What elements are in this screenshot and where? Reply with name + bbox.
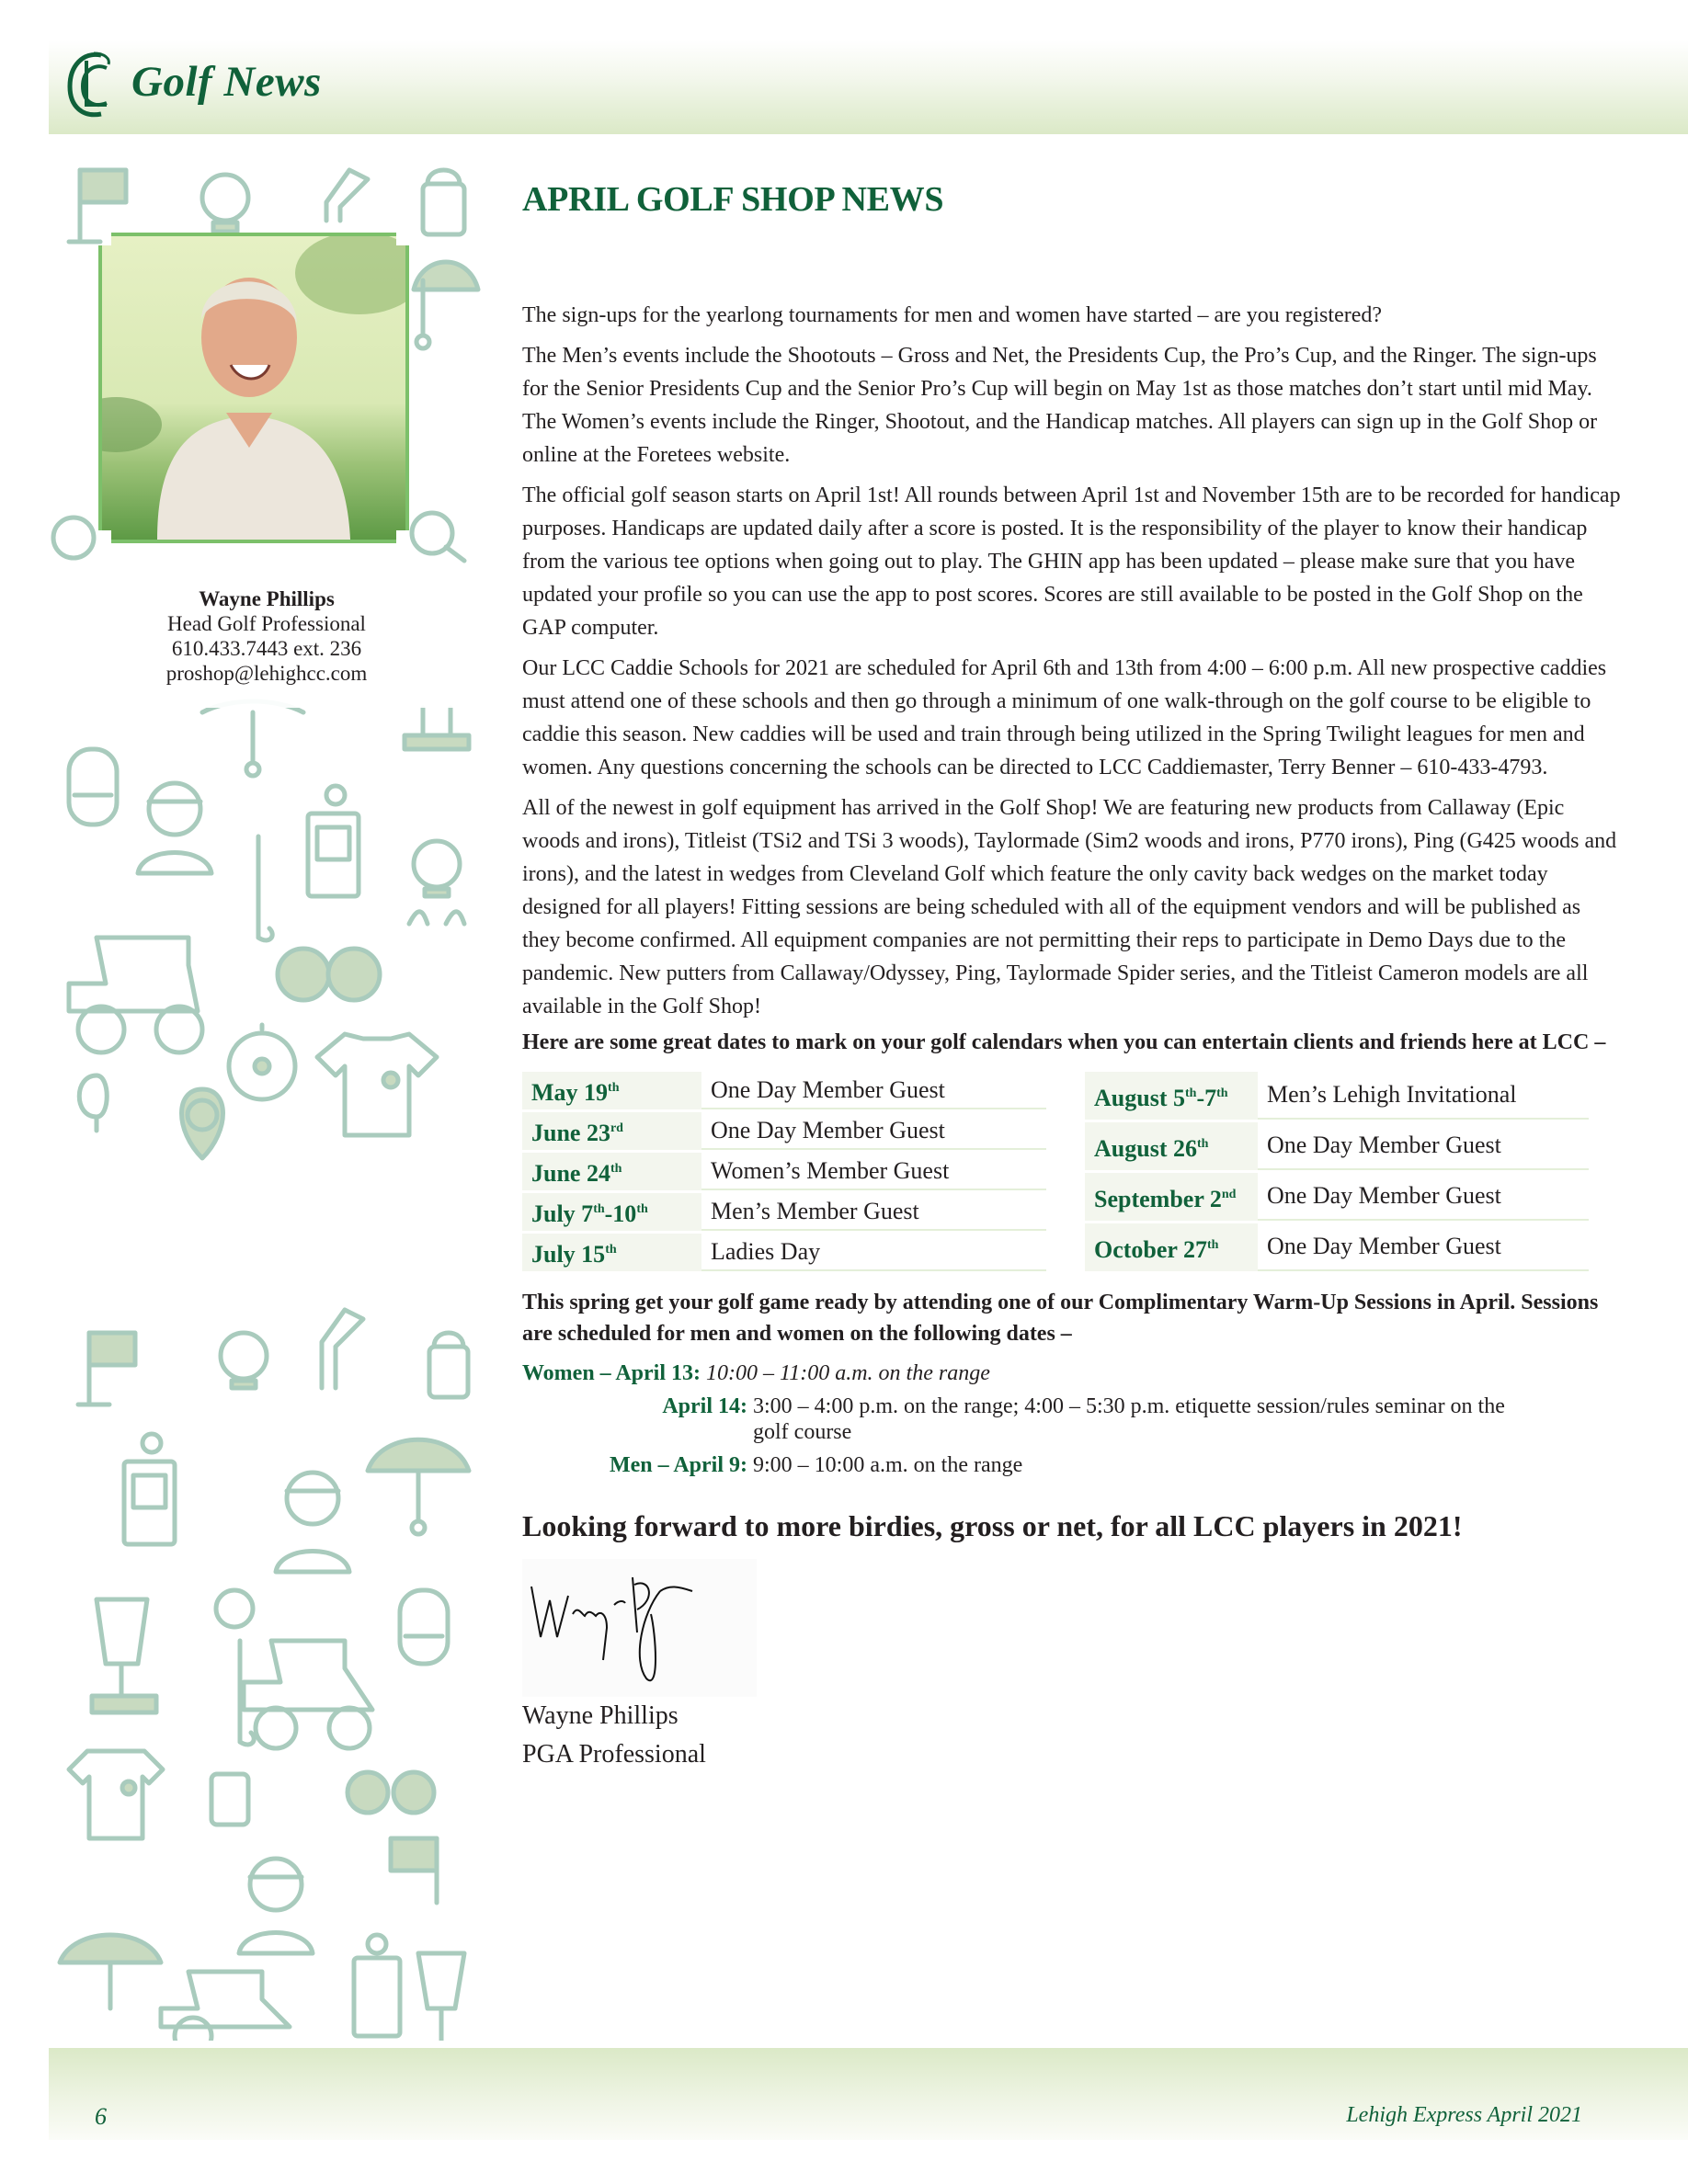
event-row	[522, 1112, 1046, 1150]
event-name: One Day Member Guest	[701, 1072, 1046, 1109]
trophy-base-icon	[405, 708, 469, 749]
event-date-text: July 15	[531, 1241, 606, 1268]
polo-shirt-icon	[317, 1034, 437, 1135]
event-date-suffix: th	[1207, 1237, 1219, 1252]
event-date-suffix: rd	[610, 1121, 623, 1135]
event-name: One Day Member Guest	[1258, 1122, 1589, 1170]
event-date	[522, 1072, 701, 1109]
signature-image	[522, 1559, 757, 1697]
profile-email[interactable]: proshop@lehighcc.com	[165, 662, 368, 685]
polo-shirt-icon	[69, 1751, 163, 1838]
binoculars-icon	[278, 949, 380, 1000]
driver-head-icon	[79, 1075, 107, 1131]
umbrella-icon	[368, 1439, 469, 1534]
session-row	[522, 1390, 1621, 1445]
golf-ball-tee-icon	[221, 1333, 267, 1388]
golf-bag-icon	[354, 1935, 400, 2036]
event-row	[522, 1072, 1046, 1109]
golf-ball-tee-icon	[202, 175, 248, 232]
event-date-suffix: th	[608, 1081, 620, 1095]
putter-icon	[258, 836, 272, 940]
trophy-icon	[418, 1953, 464, 2041]
event-date-text: August 26	[1094, 1134, 1197, 1162]
location-pin-icon	[182, 1089, 223, 1158]
event-date-text: August 5	[1094, 1084, 1185, 1111]
event-name: Men’s Lehigh Invitational	[1258, 1072, 1589, 1120]
event-row	[1085, 1173, 1589, 1221]
golf-bag-icon	[308, 786, 359, 896]
golf-cart-icon	[244, 1641, 372, 1748]
event-date-end: -7	[1196, 1084, 1217, 1111]
event-date	[522, 1234, 701, 1271]
golf-ball-magnifier-icon	[412, 513, 464, 561]
event-date-end-suffix: th	[1216, 1086, 1228, 1100]
article-paragraph: The Men’s events include the Shootouts – Gross and Net, the Presidents Cup, the Pro’s Cup, and the Ringer. The sign-ups for the Senior Presidents Cup and the Senior Pro’s Cup will begin on May 1st as those matches don’t start until mid May. The Women’s events include the Ringer, Shootout, and the Handicap matches. All players can sign up in the Golf Shop or online at the Foretees website.	[522, 344, 1598, 467]
dates-intro: Here are some great dates to mark on your golf calendars when you can entertain clients and friends here at LCC –	[522, 1030, 1606, 1054]
events-section	[522, 1069, 1621, 1274]
brand-title: Golf News	[131, 58, 322, 106]
event-date-end: -10	[604, 1200, 637, 1227]
session-label: Women – April 13:	[522, 1361, 701, 1385]
lcc-logo-icon	[64, 48, 116, 121]
cap-icon	[69, 749, 117, 825]
event-date-text: July 7	[531, 1200, 594, 1227]
flag-icon	[69, 170, 126, 242]
event-row	[1085, 1072, 1589, 1120]
article-paragraph: All of the newest in golf equipment has arrived in the Golf Shop! We are featuring new products from Callaway (Epic woods and irons), Titleist (TSi2 and TSi 3 woods), Taylormade (Sim2 woods and irons, P770 irons), Ping (G425 woods and irons), and the latest in wedges from Cleveland Golf which feature the only cavity back wedges on the market today designed for all players! Fitting sessions are being scheduled with all of the equipment vendors and will be published as they become confirmed. All equipment companies are not permitting their reps to participate in Demo Days due to the pandemic. New putters from Callaway/Odyssey, Ping, Taylormade Spider series, and the Titleist Cameron models are all available in the Golf Shop!	[522, 796, 1617, 1018]
event-date-text: September 2	[1094, 1185, 1222, 1212]
profile-role: Head Golf Professional	[167, 612, 366, 635]
water-bottle-icon	[429, 1333, 468, 1397]
flag-icon	[78, 1333, 135, 1405]
golf-club-icon	[326, 170, 368, 221]
event-date-suffix: th	[1196, 1136, 1209, 1151]
event-date	[1085, 1072, 1258, 1120]
event-date	[522, 1112, 701, 1150]
stopwatch-icon	[229, 1025, 295, 1099]
umbrella-icon	[414, 262, 478, 348]
events-table-left	[522, 1069, 1046, 1274]
binoculars-icon	[348, 1772, 434, 1813]
event-name: One Day Member Guest	[1258, 1173, 1589, 1221]
profile-name: Wayne Phillips	[199, 587, 335, 610]
event-date-end-suffix: th	[636, 1202, 648, 1216]
event-date	[522, 1193, 701, 1231]
event-date-suffix: nd	[1221, 1187, 1237, 1201]
page-number: 6	[95, 2103, 107, 2130]
trophy-icon	[92, 1599, 156, 1712]
event-date-suffix: th	[610, 1162, 622, 1176]
session-value: 3:00 – 4:00 p.m. on the range; 4:00 – 5:30 p.m. etiquette session/rules seminar on the golf course	[753, 1394, 1505, 1444]
golf-club-icon	[322, 1310, 363, 1388]
sessions-intro: This spring get your golf game ready by attending one of our Complimentary Warm-Up Sessions in April. Sessions are scheduled for men and women on the following dates –	[522, 1291, 1599, 1346]
sign-title: PGA Professional	[522, 1740, 706, 1769]
event-row	[522, 1234, 1046, 1271]
profile-photo	[102, 236, 405, 540]
event-name: One Day Member Guest	[701, 1112, 1046, 1150]
event-date	[1085, 1173, 1258, 1221]
session-row	[522, 1449, 1621, 1482]
event-date-text: June 23	[531, 1120, 610, 1146]
profile-caption	[55, 581, 478, 708]
event-date-suffix: th	[605, 1243, 617, 1257]
event-date-text: June 24	[531, 1160, 610, 1187]
profile-phone: 610.433.7443 ext. 236	[171, 637, 362, 660]
session-value: 10:00 – 11:00 a.m. on the range	[706, 1361, 990, 1385]
golf-cart-icon	[69, 938, 202, 1052]
event-name: One Day Member Guest	[1258, 1223, 1589, 1271]
umbrella-icon	[202, 701, 303, 776]
event-name: Ladies Day	[701, 1234, 1046, 1271]
event-date-text: May 19	[531, 1079, 609, 1106]
event-name: Women’s Member Guest	[701, 1153, 1046, 1190]
events-table-right	[1085, 1069, 1589, 1274]
event-name: Men’s Member Guest	[701, 1193, 1046, 1231]
binoculars-icon	[53, 518, 94, 558]
profile-photo-frame	[98, 233, 409, 543]
article-paragraph: The official golf season starts on April 1st! All rounds between April 1st and November 15th are to be recorded for handicap purposes. Handicaps are updated daily after a score is posted. It is the responsibility of the player to know their handicap from the various tee options when going out to play. The GHIN app has been updated – please make sure that you have updated your profile so you can use the app to post scores. Scores are still available to be posted in the Golf Shop on the GAP computer.	[522, 483, 1621, 640]
flag-icon	[391, 1838, 437, 1903]
article-paragraph: Our LCC Caddie Schools for 2021 are scheduled for April 6th and 13th from 4:00 – 6:00 p.m. All new prospective caddies must attend one of these schools and then go through a minimum of one walk-through on the golf course to be eligible to caddie this season. New caddies will be used and train through being utilized in the Spring Twilight leagues for men and women. Any questions concerning the schools can be directed to LCC Caddiemaster, Terry Benner – 610-433-4793.	[522, 656, 1607, 779]
golfer-icon	[239, 1859, 313, 1953]
water-bottle-icon	[211, 1774, 248, 1825]
golf-cart-icon	[161, 1972, 290, 2041]
water-bottle-icon	[423, 170, 464, 234]
event-row	[522, 1193, 1046, 1231]
event-date-suffix: th	[593, 1202, 605, 1216]
sessions-list	[522, 1357, 1621, 1482]
event-date-text: October 27	[1094, 1235, 1207, 1263]
article-title: APRIL GOLF SHOP NEWS	[522, 180, 944, 219]
sign-name: Wayne Phillips	[522, 1701, 679, 1730]
session-value: 9:00 – 10:00 a.m. on the range	[753, 1453, 1023, 1477]
umbrella-icon	[60, 1935, 161, 2008]
golfer-icon	[138, 783, 211, 873]
golfer-icon	[276, 1473, 349, 1572]
event-row	[1085, 1223, 1589, 1271]
golf-ball-icon	[216, 1590, 253, 1627]
publication-name: Lehigh Express April 2021	[1346, 2103, 1582, 2127]
golf-ball-tee-icon	[409, 841, 464, 924]
session-row	[522, 1357, 1621, 1390]
event-row	[1085, 1122, 1589, 1170]
event-date-suffix: th	[1184, 1086, 1197, 1100]
session-label: April 14:	[662, 1394, 747, 1418]
event-date	[1085, 1223, 1258, 1271]
event-date	[1085, 1122, 1258, 1170]
article-body	[522, 299, 1621, 1774]
session-label: Men – April 9:	[610, 1453, 747, 1477]
event-row	[522, 1153, 1046, 1190]
closing-line: Looking forward to more birdies, gross or net, for all LCC players in 2021!	[522, 1509, 1463, 1542]
event-date	[522, 1153, 701, 1190]
cap-icon	[400, 1590, 448, 1664]
article-paragraph: The sign-ups for the yearlong tournaments for men and women have started – are you registered?	[522, 303, 1383, 327]
golf-bag-icon	[124, 1434, 175, 1544]
